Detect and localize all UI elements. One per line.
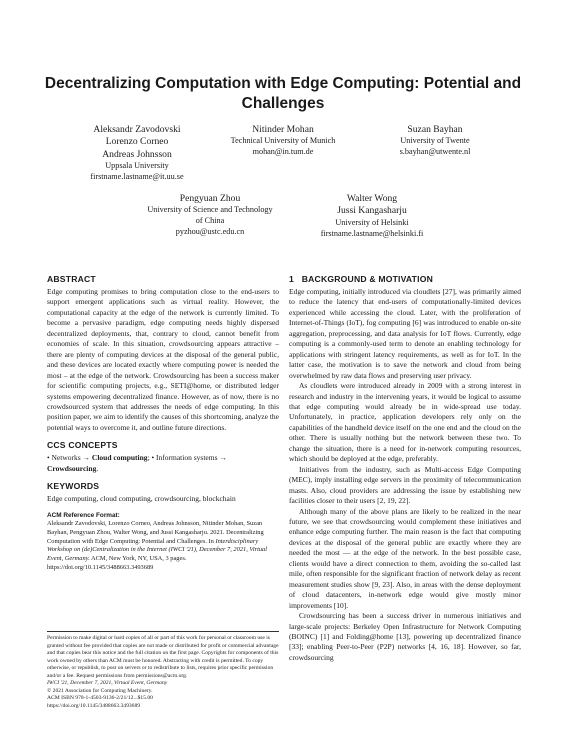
acm-ref-venue: Interdisciplinary Workshop on (de)Centralization in the Internet (IWCI '21), December 7, 2021, Virtual Event, Germany. — [47, 537, 268, 563]
body-paragraph: Initiatives from the industry, such as Multi-access Edge Computing (MEC), imply installing edge servers in the proximity of telecommunication masts. Also, cloud providers are addressing the issue by establishing new facilities closer to their users [2, 19, 22]. — [289, 464, 521, 506]
acm-ref-heading: ACM Reference Format: — [47, 511, 120, 519]
permission-isbn: ACM ISBN 978-1-4503-9136-2/21/12...$15.00 — [47, 695, 153, 701]
section-heading-background: 1 BACKGROUND & MOTIVATION — [289, 274, 434, 284]
author-email: pyzhou@ustc.edu.cn — [175, 227, 245, 236]
permission-block — [47, 631, 279, 710]
ccs-bullet-infosys: • Information systems — [151, 453, 218, 463]
permission-copyright: © 2021 Association for Computing Machinery. — [47, 687, 153, 694]
body-paragraph: Although many of the above plans are likely to be realized in the near future, we see that crowdsourcing would complement these initiatives and enhance edge computing further. The main reason is the fact that computing devices at the disposal of the general public are exactly where they are needed the most — at the edge of the network. In the best possible case, clients would have a direct connection to them, avoiding the so-called last mile, often responsible for the significant fraction of network delay as recent measurement studies show [9, 23]. Also, in areas with the dense deployment of cloud datacenters, in-network edge would give mostly minor improvements [10]. — [289, 506, 521, 610]
acm-ref-doi: ACM, New York, NY, USA, 3 pages. https://doi.org/10.1145/3488663.3493689 — [47, 555, 187, 572]
ccs-separator: ; — [147, 453, 152, 463]
ccs-end: . — [96, 463, 99, 473]
author-name: Lorenzo Corneo — [105, 136, 169, 148]
ccs-arrow: → — [217, 453, 227, 463]
author-email: firstname.lastname@helsinki.fi — [320, 228, 424, 238]
ccs-arrow: → — [80, 453, 92, 463]
author-block-ustc — [125, 193, 295, 238]
abstract-heading: ABSTRACT — [47, 274, 96, 284]
author-name: Nitinder Mohan — [252, 124, 314, 135]
author-block-helsinki — [287, 193, 457, 239]
author-affiliation: University of Science and Technology — [147, 205, 273, 215]
keywords-heading: KEYWORDS — [47, 481, 100, 492]
author-block-uppsala — [52, 124, 222, 183]
author-name: Aleksandr Zavodovski — [93, 124, 181, 135]
author-name: Andreas Johnsson — [102, 148, 172, 160]
author-block-twente — [360, 124, 510, 158]
author-email: mohan@in.tum.de — [252, 147, 314, 157]
ccs-text — [47, 453, 279, 474]
acm-ref-text — [47, 520, 279, 573]
body-paragraph: As cloudlets were introduced already in 2009 with a strong interest in research and industry in the intervening years, it would be logical to assume that edge computing would already be in wide-spread use today. Unfortunately, in practice, application developers rely only on the capabilities of the handheld device itself on the one end and the cloud on the other. There is usually nothing but the network between these two. To change the situation, there is a need for in-network computing resources, which should be deployed at the edge, preferably. — [289, 381, 521, 464]
ccs-item-crowdsourcing: Crowdsourcing — [47, 463, 97, 473]
author-email: firstname.lastname@it.uu.se — [90, 172, 184, 182]
author-affiliation: Technical University of Munich — [230, 136, 336, 146]
keywords-text: Edge computing, cloud computing, crowdsourcing, blockchain — [47, 494, 236, 504]
author-block-tum — [203, 124, 363, 158]
body-paragraph: Crowdsourcing has been a success driver in numerous initiatives and large-scale projects: Berkeley Open Infrastructure for Network Computing (BOINC) [1] and Folding@home [13], powering up decentralized finance [33]; enabling Peer-to-Peer (P2P) networks [4, 16, 18]. However, so far, crowdsourcing — [289, 611, 521, 662]
paper-title: Decentralizing Computation with Edge Computing: Potential and Challenges — [44, 75, 522, 112]
author-email: s.bayhan@utwente.nl — [399, 147, 471, 157]
author-affiliation: of China — [195, 216, 225, 226]
permission-doi: https://doi.org/10.1145/3488663.3493689 — [47, 702, 141, 709]
acm-ref-authors: Aleksandr Zavodovski, Lorenzo Corneo, Andreas Johnsson, Nitinder Mohan, Suzan Bayhan, Pengyuan Zhou, Walter Wong, and Jussi Kangasharju. 2021. Decentralizing Computation with Edge Computing: Potential and Challenges. In — [47, 519, 264, 545]
author-name: Pengyuan Zhou — [179, 193, 241, 204]
right-column — [289, 274, 521, 663]
author-name: Suzan Bayhan — [407, 124, 463, 135]
body-paragraph: Edge computing, initially introduced via cloudlets [27], was primarily aimed to reduce the latency that end-users of computationally-limited devices experienced while accessing the cloud. Later, with the proliferation of Internet-of-Things (IoT), fog computing [6] was introduced to enable on-site aggregation, preprocessing, and data analysis for IoT flows. Currently, edge computing is a commonly-used term to denote an enabling technology for applications with stringent latency requirements, as well as for IoT. In the latter case, the motivation is to save the network and cloud from being overwhelmed by raw data flows and preserving user privacy. — [289, 287, 521, 380]
permission-venue: IWCI '21, December 7, 2021, Virtual Event, Germany — [47, 680, 168, 686]
author-name: Walter Wong — [346, 193, 398, 204]
permission-text: Permission to make digital or hard copies of all or part of this work for personal or classroom use is granted without fee provided that copies are not made or distributed for profit or commercial advantage and that copies bear this notice and the full citation on the first page. Copyrights for components of this work owned by others than ACM must be honored. Abstracting with credit is permitted. To copy otherwise, or republish, to post on servers or to redistribute to lists, requires prior specific permission and/or a fee. Request permissions from permissions@acm.org. — [47, 635, 279, 679]
author-affiliation: University of Twente — [400, 136, 470, 146]
ccs-heading: CCS CONCEPTS — [47, 440, 118, 451]
abstract-text: Edge computing promises to bring computation close to the end-users to support emergent applications such as virtual reality. However, the computational capacity at the edge of the network is currently limited. To become a pervasive paradigm, edge computing needs highly dispersed decentralized deployments, that, contrary to cloud, cannot benefit from economies of scale. In this situation, crowdsourcing appears attractive – there are plenty of computing devices at the disposal of the general public, and these devices are located exactly where computing power is needed the most – at the edge of the network. Crowdsourcing has been a success maker for scientific computing projects, e.g., SETI@home, or distributed ledger systems empowering decentralized finance. However, as of now, there is no crowdsourced system that addresses the needs of edge computing. In this position paper, we aim to identify the causes of this shortcoming, analyze the potential ways to overcome it, and outline future directions. — [47, 287, 279, 432]
ccs-bullet-networks: • Networks — [47, 453, 81, 463]
left-column — [47, 274, 279, 573]
ccs-item-cloud: Cloud computing — [91, 453, 148, 463]
author-affiliation: Uppsala University — [105, 161, 169, 171]
author-name: Jussi Kangasharju — [337, 205, 407, 217]
author-affiliation: University of Helsinki — [335, 217, 409, 227]
